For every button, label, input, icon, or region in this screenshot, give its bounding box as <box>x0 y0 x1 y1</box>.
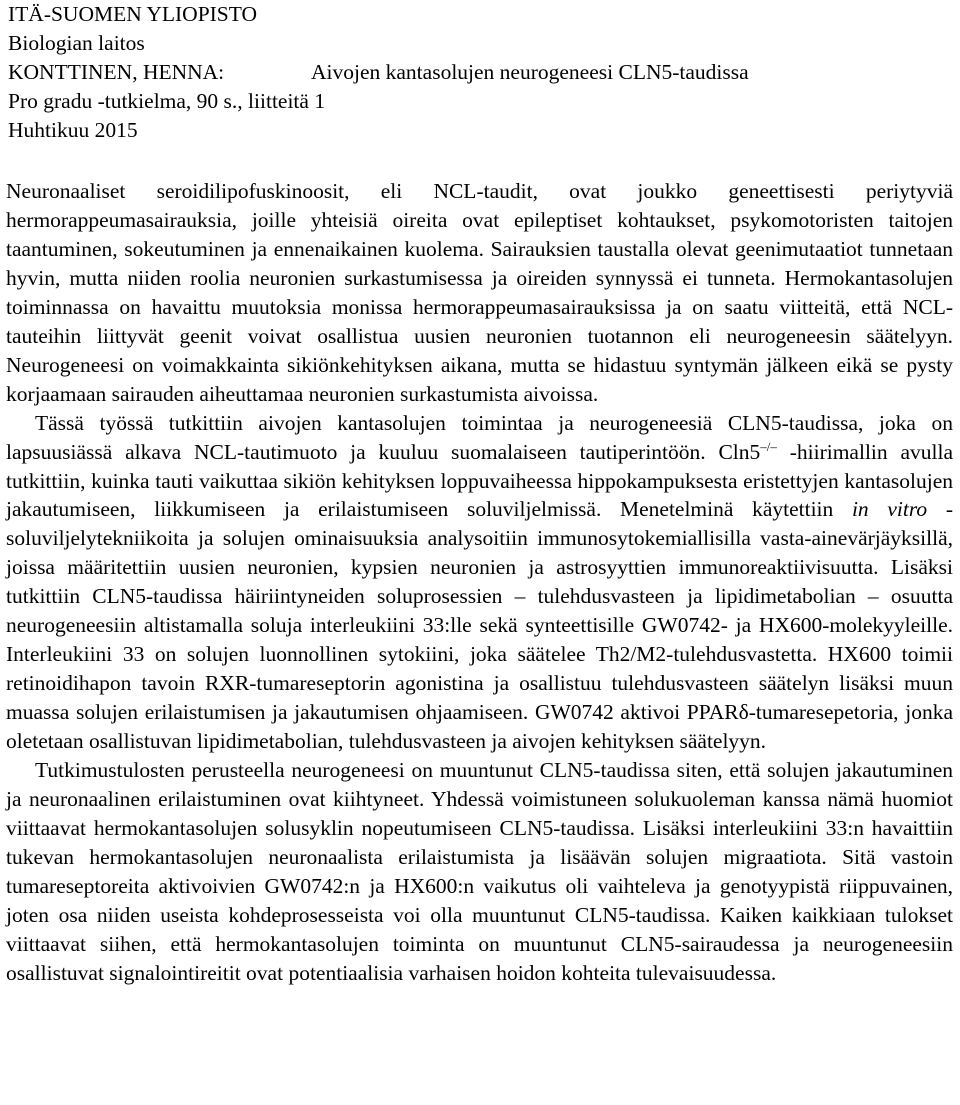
university-name: ITÄ-SUOMEN YLIOPISTO <box>8 2 258 26</box>
genotype-superscript: –/– <box>760 438 777 454</box>
abstract-paragraph-3: Tutkimustulosten perusteella neurogeneesi on muuntunut CLN5-taudissa siten, että solujen jakautuminen ja neuronaalinen erilaistuminen ovat kiihtyneet. Yhdessä voimistuneen solukuoleman kanssa nämä huomiot viittaavat hermokantasolujen solusyklin nopeutumiseen CLN5-taudissa. Lisäksi interleukiini 33:n havaittiin tukevan hermokantasolujen neuronaalista erilaistumista ja lisäävän solujen migraatiota. Sitä vastoin tumareseptoreita aktivoivien GW0742:n ja HX600:n vaikutus oli vaihteleva ja genotyypistä riippuvainen, joten osa niiden useista kohdeprosesseista voi olla muuntunut CLN5-taudissa. Kaiken kaikkiaan tulokset viittaavat siihen, että hermokantasolujen toiminta on muuntunut CLN5-sairaudessa ja neurogeneesiin osallistuvat signalointireitit ovat potentiaalisia varhaisen hoidon kohteita tulevaisuudessa. <box>6 758 953 985</box>
p2-text-c: -soluviljelytekniikoita ja solujen ominaisuuksia analysoitiin immunosytokemiallisilla vasta-ainevärjäyksillä, joissa määritettiin uusien neuronien, kypsien neuronien ja astrosyyttien immunoreaktiivisuutta. Lisäksi tutkittiin CLN5-taudissa häiriintyneiden soluprosessien – tulehdusvasteen ja lipidimetabolian – osuutta neurogeneesiin altistamalla soluja interleukiini 33:lle sekä synteettisille GW0742- ja HX600-molekyyleille. Interleukiini 33 on solujen luonnollinen sytokiini, joka säätelee Th2/M2-tulehdusvastetta. HX600 toimii retinoidihapon tavoin RXR-tumareseptorin agonistina ja osallistuu tulehdusvasteen säätelyn lisäksi muun muassa solujen erilaistumisen ja jakautumisen ohjaamiseen. GW0742 aktivoi PPARδ-tumaresepetoria, jonka oletetaan osallistuvan lipidimetabolian, tulehdusvasteen ja aivojen kehityksen säätelyyn. <box>6 497 953 754</box>
abstract-paragraph-1: Neuronaaliset seroidilipofuskinoosit, eli NCL-taudit, ovat joukko geneettisesti periytyviä hermorappeumasairauksia, joille yhteisiä oireita ovat epileptiset kohtaukset, psykomotoristen taitojen taantuminen, sokeutuminen ja ennenaikainen kuolema. Sairauksien taustalla olevat geenimutaatiot tunnetaan hyvin, mutta niiden roolia neuronien surkastumisessa ja oireiden synnyssä ei tunneta. Hermokantasolujen toiminnassa on havaittu muutoksia monissa hermorappeumasairauksissa ja on saatu viitteitä, että NCL-tauteihin liittyvät geenit voivat osallistua uusien neuronien tuotannon eli neurogeneesin säätelyyn. Neurogeneesi on voimakkainta sikiönkehityksen aikana, mutta se hidastuu syntymän jälkeen eikä se pysty korjaamaan sairauden aiheuttamaa neuronien surkastumista aivoissa. <box>6 179 953 406</box>
thesis-date: Huhtikuu 2015 <box>8 118 138 142</box>
thesis-info: Pro gradu -tutkielma, 90 s., liitteitä 1 <box>8 89 326 113</box>
p2-text-b: -hiirimallin avulla tutkittiin, kuinka tauti vaikuttaa sikiön kehityksen loppuvaiheessa hippokampuksesta eristettyjen kantasolujen jakautumiseen, liikkumiseen ja erilaistumiseen soluviljelmissä. Menetelminä käytettiin <box>6 439 953 522</box>
author-name: KONTTINEN, HENNA: <box>8 60 225 84</box>
p2-text-a: Tässä työssä tutkittiin aivojen kantasolujen toimintaa ja neurogeneesiä CLN5-taudissa, joka on lapsuusiässä alkava NCL-tautimuoto ja kuuluu suomalaiseen tautiperintöön. Cln5 <box>6 410 953 464</box>
department-name: Biologian laitos <box>8 31 145 55</box>
abstract-paragraph-2 <box>6 409 953 756</box>
author-line <box>8 58 749 86</box>
abstract-body <box>6 177 953 988</box>
thesis-title: Aivojen kantasolujen neurogeneesi CLN5-taudissa <box>311 60 749 84</box>
in-vitro-term: in vitro <box>851 497 928 522</box>
